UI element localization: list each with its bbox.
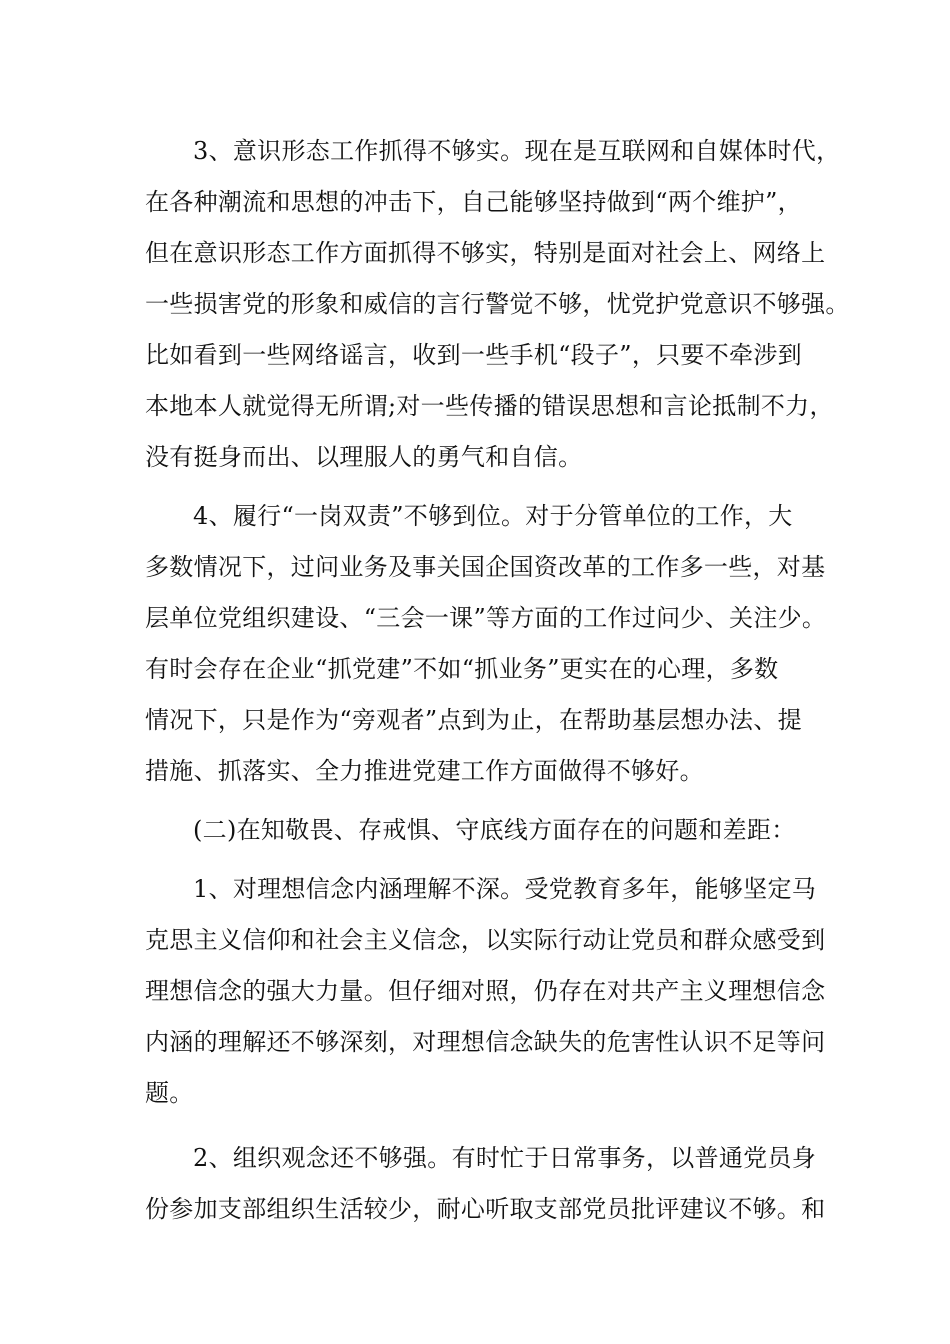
text-line: 2、组织观念还不够强。有时忙于日常事务，以普通党员身: [193, 1144, 817, 1172]
text-line: 措施、抓落实、全力推进党建工作方面做得不够好。: [145, 757, 704, 785]
text-line: 份参加支部组织生活较少，耐心听取支部党员批评建议不够。和: [145, 1195, 826, 1223]
text-line: 层单位党组织建设、“三会一课”等方面的工作过问少、关注少。: [145, 604, 827, 632]
text-line: 本地本人就觉得无所谓;对一些传播的错误思想和言论抵制不力，: [145, 392, 834, 420]
section-heading-2: [145, 810, 825, 861]
paragraph-ideology-work: [145, 131, 850, 488]
paragraph-spacer: [145, 1124, 825, 1138]
text-line: 有时会存在企业“抓党建”不如“抓业务”更实在的心理，多数: [145, 655, 779, 683]
text-line: 题。: [145, 1079, 194, 1107]
text-line: 3、意识形态工作抓得不够实。现在是互联网和自媒体时代，: [193, 137, 841, 165]
text-line: 没有挺身而出、以理服人的勇气和自信。: [145, 443, 583, 471]
paragraph-spacer: [145, 861, 825, 869]
paragraph-dual-responsibility: [145, 496, 825, 802]
section-heading: (二)在知敬畏、存戒惧、守底线方面存在的问题和差距：: [193, 816, 796, 844]
text-line: 克思主义信仰和社会主义信念，以实际行动让党员和群众感受到: [145, 926, 826, 954]
document-body: [145, 131, 850, 1240]
text-line: 理想信念的强大力量。但仔细对照，仍存在对共产主义理想信念: [145, 977, 826, 1005]
text-line: 情况下，只是作为“旁观者”点到为止，在帮助基层想办法、提: [145, 706, 802, 734]
text-line: 一些损害党的形象和威信的言行警觉不够，忧党护党意识不够强。: [145, 290, 850, 318]
text-line: 但在意识形态工作方面抓得不够实，特别是面对社会上、网络上: [145, 239, 826, 267]
paragraph-spacer: [145, 802, 825, 810]
text-line: 多数情况下，过问业务及事关国企国资改革的工作多一些，对基: [145, 553, 826, 581]
paragraph-ideals-belief: [145, 869, 825, 1124]
text-line: 4、履行“一岗双责”不够到位。对于分管单位的工作，大: [193, 502, 793, 530]
paragraph-spacer: [145, 488, 825, 496]
text-line: 在各种潮流和思想的冲击下，自己能够坚持做到“两个维护”，: [145, 188, 802, 216]
text-line: 内涵的理解还不够深刻，对理想信念缺失的危害性认识不足等问: [145, 1028, 826, 1056]
paragraph-organization-concept: [145, 1138, 825, 1240]
text-line: 比如看到一些网络谣言，收到一些手机“段子”，只要不牵涉到: [145, 341, 802, 369]
text-line: 1、对理想信念内涵理解不深。受党教育多年，能够坚定马: [193, 875, 817, 903]
